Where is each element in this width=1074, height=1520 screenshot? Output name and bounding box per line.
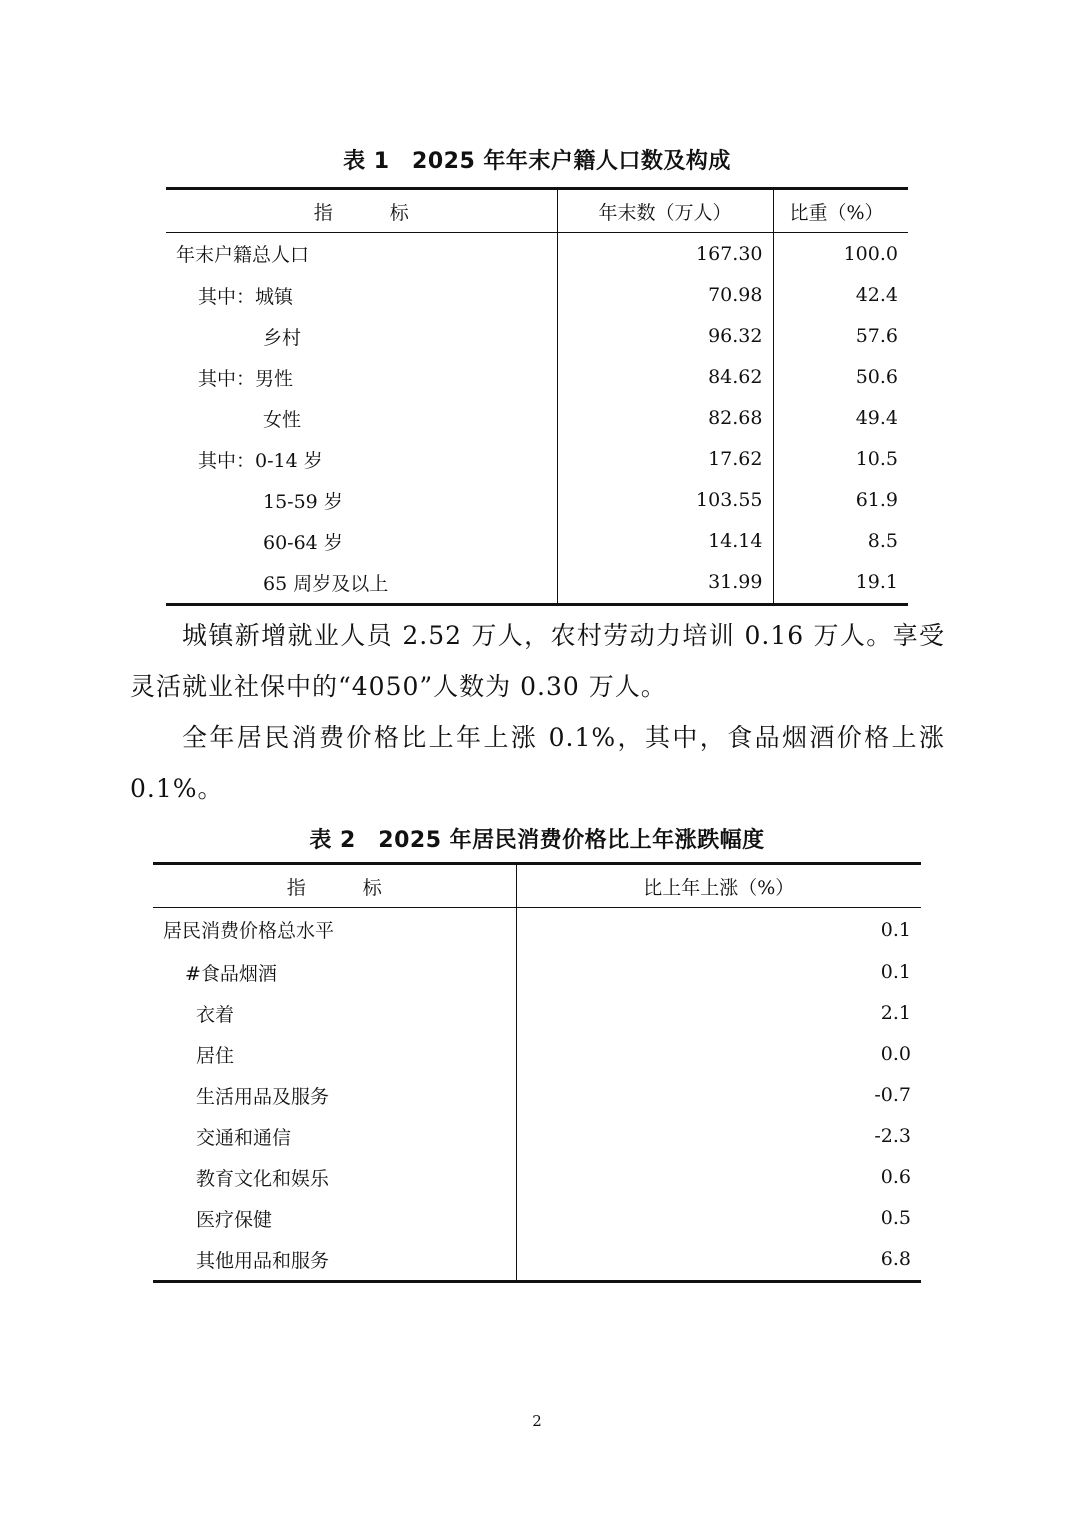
row-value: 70.98 (557, 275, 773, 316)
table-row (153, 952, 921, 993)
row-share: 61.9 (855, 489, 898, 511)
row-share: 100.0 (843, 242, 898, 265)
table1-header-share: 比重（%） (773, 189, 908, 233)
table-row (166, 357, 908, 398)
row-value: 82.68 (557, 398, 773, 439)
row-label: 65 周岁及以上 (166, 562, 557, 605)
table-row (166, 521, 908, 562)
table-row (153, 1075, 921, 1116)
table-row (166, 562, 908, 605)
row-share: 49.4 (855, 407, 898, 429)
table-row (153, 908, 921, 952)
row-value: -0.7 (874, 1084, 911, 1106)
table-row (166, 316, 908, 357)
row-label: 衣着 (153, 993, 516, 1034)
row-share: 19.1 (773, 562, 908, 605)
row-value: 0.6 (880, 1166, 911, 1188)
row-value: 6.8 (516, 1239, 921, 1282)
row-label: #食品烟酒 (153, 952, 516, 993)
row-value: 2.1 (880, 1002, 911, 1024)
row-label: 其中：男性 (166, 357, 557, 398)
row-label: 女性 (166, 398, 557, 439)
row-label: 其他用品和服务 (153, 1239, 516, 1282)
table-row (166, 275, 908, 316)
row-label: 交通和通信 (153, 1116, 516, 1157)
paragraph-employment: 城镇新增就业人员 2.52 万人，农村劳动力培训 0.16 万人。享受灵活就业社保中的“4050”人数为 0.30 万人。 (130, 621, 945, 701)
table-row (153, 1034, 921, 1075)
row-value: 0.5 (880, 1207, 911, 1229)
row-label: 60-64 岁 (166, 521, 557, 562)
table1-header-yearend: 年末数（万人） (557, 189, 773, 233)
row-label: 15-59 岁 (166, 480, 557, 521)
row-value: 0.0 (880, 1043, 911, 1065)
row-value: 84.62 (557, 357, 773, 398)
row-label: 年末户籍总人口 (166, 233, 557, 275)
table2-caption: 表 2 2025 年居民消费价格比上年涨跌幅度 (309, 828, 765, 853)
row-share: 10.5 (855, 448, 898, 470)
table-row (153, 1239, 921, 1282)
row-label: 其中：0-14 岁 (166, 439, 557, 480)
row-label: 医疗保健 (153, 1198, 516, 1239)
row-share: 50.6 (855, 366, 898, 388)
row-value: 103.55 (557, 480, 773, 521)
table1-header-indicator: 指 标 (166, 189, 557, 233)
table-row (153, 993, 921, 1034)
row-label: 教育文化和娱乐 (153, 1157, 516, 1198)
table-row (153, 1198, 921, 1239)
table2-header-change: 比上年上涨（%） (516, 864, 921, 908)
row-label: 生活用品及服务 (153, 1075, 516, 1116)
population-table (166, 187, 908, 606)
table-row (166, 480, 908, 521)
row-value: 17.62 (557, 439, 773, 480)
table1-caption: 表 1 2025 年年末户籍人口数及构成 (343, 149, 731, 174)
row-share: 8.5 (867, 530, 898, 552)
row-label: 居民消费价格总水平 (153, 908, 516, 952)
row-share: 57.6 (855, 325, 898, 347)
row-label: 其中：城镇 (166, 275, 557, 316)
row-value: 14.14 (557, 521, 773, 562)
table-row (153, 1157, 921, 1198)
paragraph-cpi: 全年居民消费价格比上年上涨 0.1%，其中，食品烟酒价格上涨 0.1%。 (130, 723, 945, 803)
table2-header-indicator: 指 标 (153, 864, 516, 908)
row-label: 居住 (153, 1034, 516, 1075)
row-value: 31.99 (557, 562, 773, 605)
row-label: 乡村 (166, 316, 557, 357)
table-row (166, 398, 908, 439)
row-value: -2.3 (874, 1125, 911, 1147)
cpi-table (153, 862, 921, 1283)
page-number: 2 (532, 1412, 542, 1430)
table-row (153, 1116, 921, 1157)
table-row (166, 439, 908, 480)
row-value: 96.32 (557, 316, 773, 357)
table-row (166, 233, 908, 275)
row-value: 0.1 (880, 961, 911, 983)
row-value: 0.1 (880, 918, 911, 941)
row-share: 42.4 (855, 284, 898, 306)
row-value: 167.30 (557, 233, 773, 275)
